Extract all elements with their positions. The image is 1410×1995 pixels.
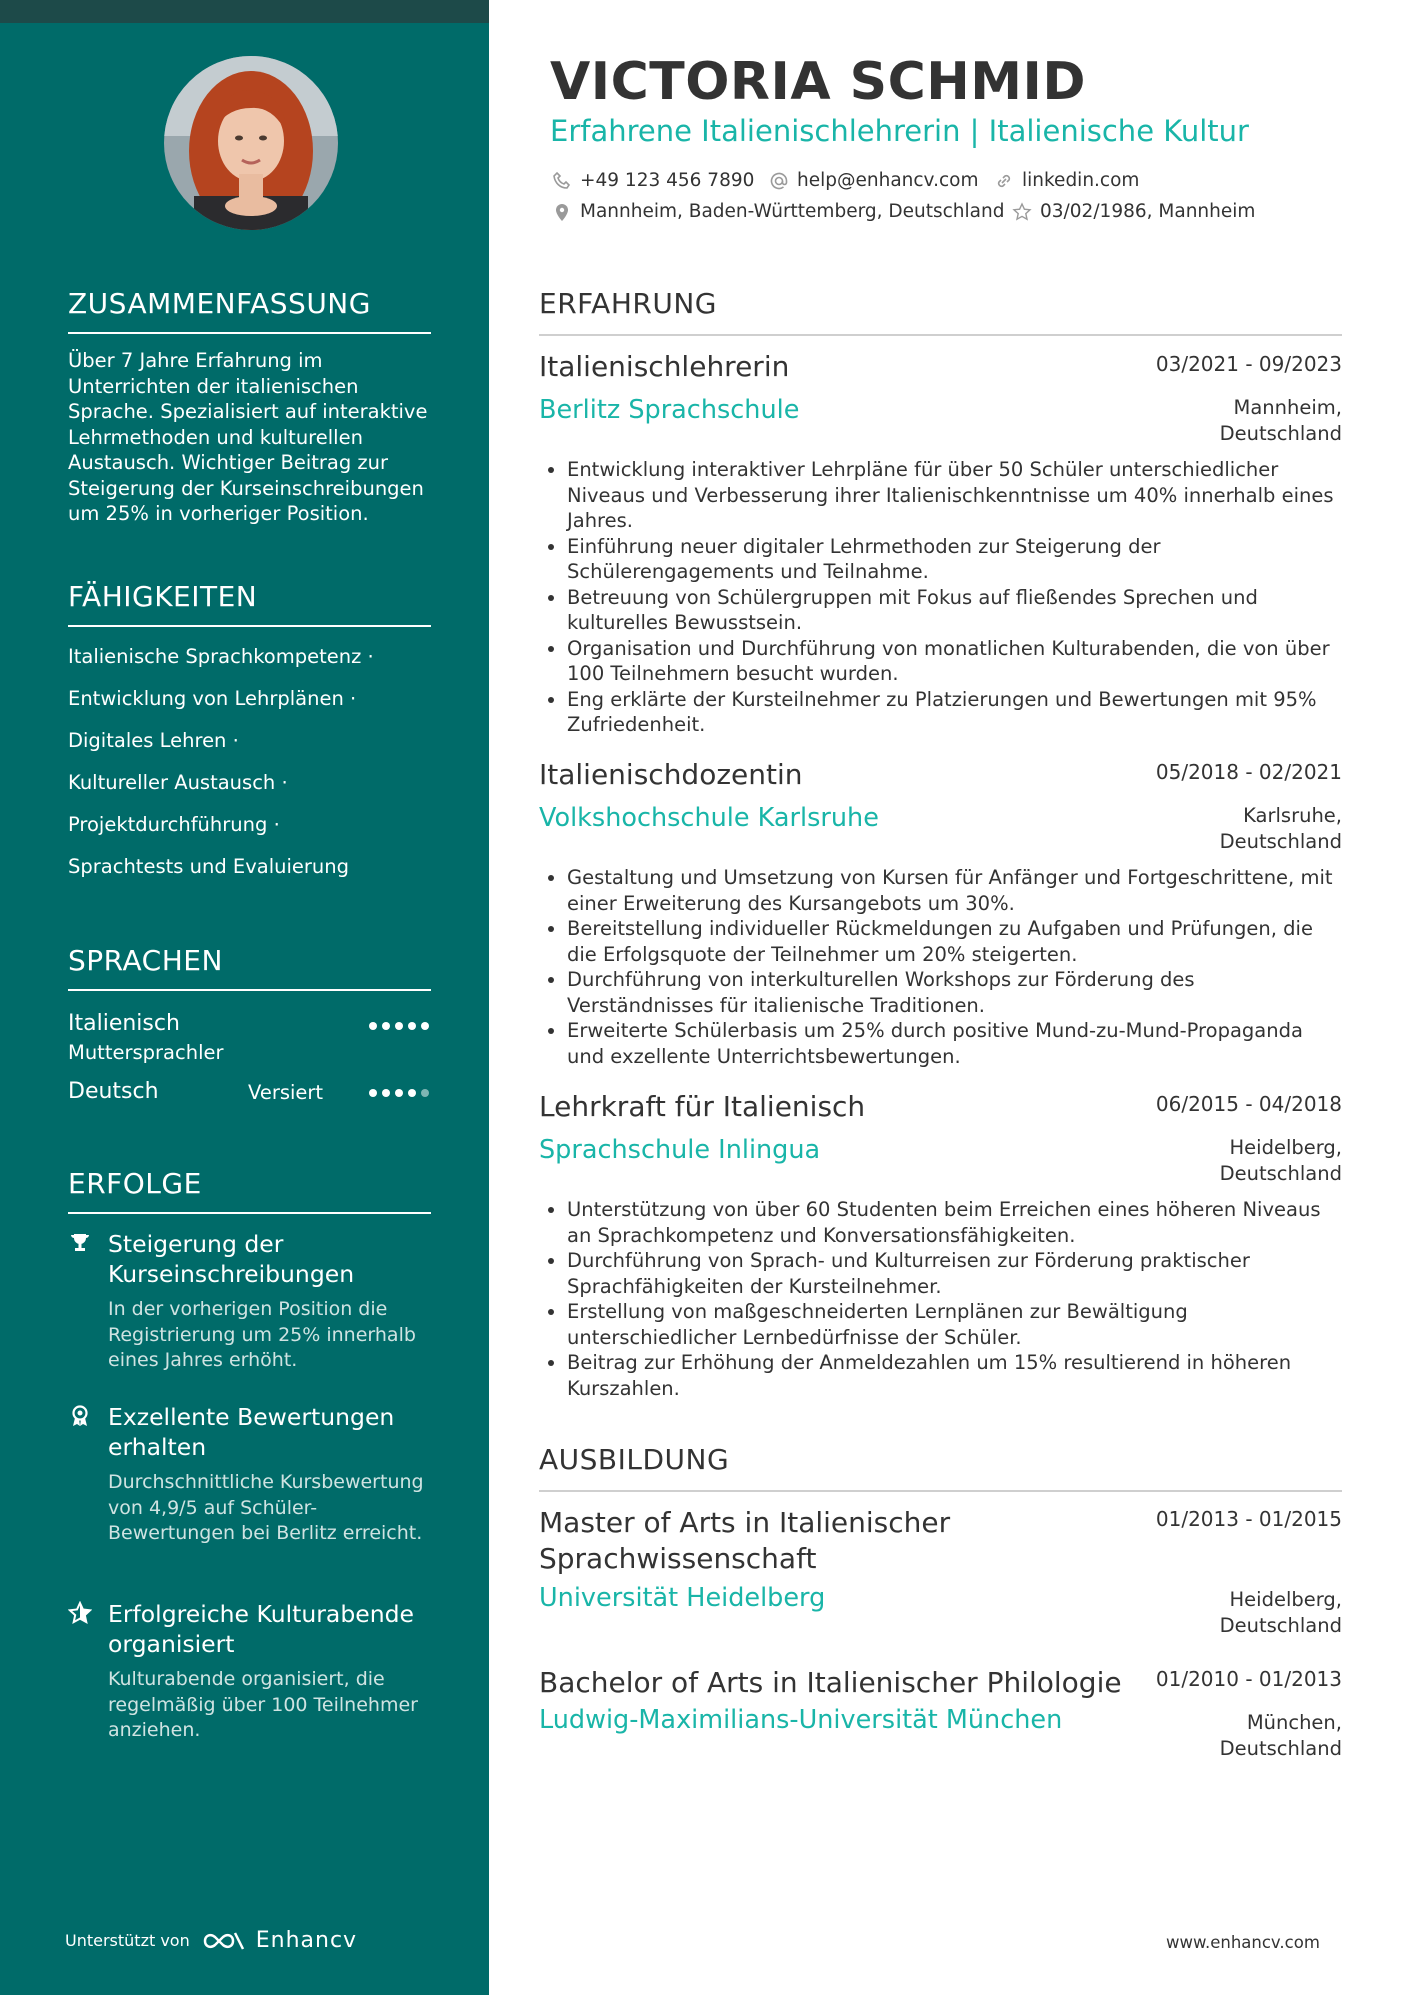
job-bullets (539, 865, 1342, 1069)
job-location-country: Deutschland (1219, 421, 1342, 445)
education-item (539, 1505, 1342, 1637)
languages-section (68, 944, 431, 1139)
summary-heading: ZUSAMMENFASSUNG (68, 287, 431, 334)
job-bullet: • Einführung neuer digitaler Lehrmethoden zur Steigerung der Schülerengagements und Teilnahme. (567, 534, 1342, 585)
achievement-desc: Durchschnittliche Kursbewertung von 4,9/5 auf Schüler-Bewertungen bei Berlitz erreicht. (108, 1471, 424, 1544)
skills-heading: FÄHIGKEITEN (68, 580, 431, 627)
language-rating (369, 1022, 429, 1030)
rating-dot-filled (382, 1089, 390, 1097)
language-level: Muttersprachler (68, 1041, 224, 1064)
summary-text: Über 7 Jahre Erfahrung im Unterrichten der italienischen Sprache. Spezialisiert auf interaktive Lehrmethoden und kulturellen Austausch. Wichtiger Beitrag zur Steigerung der Kurseinschreibungen um 25% in vorheriger Position. (68, 349, 428, 525)
rating-dot-filled (421, 1022, 429, 1030)
edu-location-city: München, (1246, 1711, 1342, 1734)
job-date: 05/2018 - 02/2021 (1155, 760, 1342, 784)
enhancv-logo-icon (202, 1930, 246, 1952)
award-icon (68, 1404, 92, 1428)
job-date: 06/2015 - 04/2018 (1155, 1092, 1342, 1116)
job-title: Lehrkraft für Italienisch (539, 1090, 866, 1123)
language-item (68, 1011, 431, 1071)
job-location-country: Deutschland (1219, 829, 1342, 853)
edu-location (1220, 1587, 1342, 1638)
edu-location-city: Heidelberg, (1229, 1588, 1342, 1611)
job-company: Sprachschule Inlingua (539, 1135, 821, 1165)
skill-item: Kultureller Austausch · (68, 771, 288, 794)
contact-location (552, 201, 1004, 222)
job-bullet: • Durchführung von Sprach- und Kulturreisen zur Förderung praktischer Sprachfähigkeiten der Kursteilnehmer. (567, 1248, 1342, 1299)
rating-dot-filled (395, 1022, 403, 1030)
linkedin-text: linkedin.com (1022, 170, 1140, 191)
trophy-icon (68, 1231, 92, 1255)
achievement-item (68, 1402, 431, 1547)
enhancv-logo[interactable] (202, 1928, 357, 1953)
job-bullet: • Erstellung von maßgeschneiderten Lernplänen zur Bewältigung unterschiedlicher Lernbedürfnisse der Schüler. (567, 1299, 1342, 1350)
contact-email[interactable] (769, 170, 978, 191)
achievement-title: Exzellente Bewertungen erhalten (108, 1403, 395, 1461)
sidebar (0, 0, 489, 1995)
phone-icon (552, 171, 572, 191)
experience-job (539, 1090, 1342, 1401)
footer-url[interactable]: www.enhancv.com (1166, 1933, 1320, 1952)
job-bullet: • Entwicklung interaktiver Lehrpläne für über 50 Schüler unterschiedlicher Niveaus und Verbesserung ihrer Italienischkenntnisse um 40% innerhalb eines Jahres. (567, 457, 1342, 534)
at-icon (769, 171, 789, 191)
edu-location-country: Deutschland (1219, 1613, 1342, 1637)
achievements-heading: ERFOLGE (68, 1167, 431, 1214)
achievement-desc: In der vorherigen Position die Registrierung um 25% innerhalb eines Jahres erhöht. (108, 1298, 416, 1371)
rating-dot-filled (369, 1022, 377, 1030)
contact-phone[interactable] (552, 170, 754, 191)
skills-section (68, 580, 431, 879)
rating-dot-filled (408, 1022, 416, 1030)
job-bullets (539, 457, 1342, 738)
experience-heading: ERFAHRUNG (539, 287, 1342, 336)
powered-by-label: Unterstützt von (65, 1931, 190, 1950)
job-bullet: • Bereitstellung individueller Rückmeldungen zu Aufgaben und Prüfungen, die die Erfolgsquote der Teilnehmer um 20% steigerten. (567, 916, 1342, 967)
job-location (1220, 1135, 1342, 1186)
contact-birth (1012, 201, 1255, 222)
edu-degree: Bachelor of Arts in Italienischer Philologie (539, 1666, 1122, 1699)
job-bullet: • Gestaltung und Umsetzung von Kursen für Anfänger und Fortgeschrittene, mit einer Erweiterung des Kursangebots um 30%. (567, 865, 1342, 916)
edu-date: 01/2010 - 01/2013 (1155, 1667, 1342, 1691)
rating-dot-filled (395, 1089, 403, 1097)
job-location-city: Heidelberg, (1229, 1136, 1342, 1159)
rating-dot-empty (421, 1089, 429, 1097)
edu-location (1220, 1710, 1342, 1761)
skill-item: Digitales Lehren · (68, 729, 239, 752)
language-name: Deutsch (68, 1079, 159, 1104)
job-location (1220, 395, 1342, 446)
edu-school: Ludwig-Maximilians-Universität München (539, 1705, 1063, 1735)
job-bullet: • Beitrag zur Erhöhung der Anmeldezahlen um 15% resultierend in höheren Kurszahlen. (567, 1350, 1342, 1401)
achievement-item (68, 1229, 431, 1374)
candidate-title: Erfahrene Italienischlehrerin | Italienische Kultur (550, 114, 1249, 148)
skill-item: Projektdurchführung · (68, 813, 280, 836)
star-icon (68, 1601, 92, 1625)
rating-dot-filled (369, 1089, 377, 1097)
enhancv-brand: Enhancv (255, 1928, 358, 1953)
location-text: Mannheim, Baden-Württemberg, Deutschland (580, 201, 1005, 222)
sidebar-top-bar (0, 0, 489, 23)
skill-item: Italienische Sprachkompetenz · (68, 645, 374, 668)
edu-location-country: Deutschland (1219, 1736, 1342, 1760)
job-bullet: • Betreuung von Schülergruppen mit Fokus auf fließendes Sprechen und kulturelles Bewusstsein. (567, 585, 1342, 636)
contact-linkedin[interactable] (994, 170, 1139, 191)
skill-item: Sprachtests und Evaluierung (68, 855, 350, 878)
job-bullet: • Eng erklärte der Kursteilnehmer zu Platzierungen und Bewertungen mit 95% Zufriedenheit. (567, 687, 1342, 738)
achievement-title: Erfolgreiche Kulturabende organisiert (108, 1600, 414, 1658)
rating-dot-filled (408, 1089, 416, 1097)
phone-text: +49 123 456 7890 (580, 170, 755, 191)
languages-heading: SPRACHEN (68, 944, 431, 991)
rating-dot-filled (382, 1022, 390, 1030)
job-company: Berlitz Sprachschule (539, 395, 800, 425)
email-text: help@enhancv.com (797, 170, 979, 191)
job-company: Volkshochschule Karlsruhe (539, 803, 879, 833)
job-bullet: • Durchführung von interkulturellen Workshops zur Förderung des Verständnisses für italienische Traditionen. (567, 967, 1342, 1018)
candidate-name: VICTORIA SCHMID (550, 52, 1087, 112)
job-bullet: • Erweiterte Schülerbasis um 25% durch positive Mund-zu-Mund-Propaganda und exzellente Unterrichtsbewertungen. (567, 1018, 1342, 1069)
experience-job (539, 350, 1342, 738)
edu-date: 01/2013 - 01/2015 (1155, 1507, 1342, 1531)
location-pin-icon (552, 202, 572, 222)
profile-photo (164, 56, 338, 230)
job-bullet: • Organisation und Durchführung von monatlichen Kulturabenden, die von über 100 Teilnehmern besucht wurden. (567, 636, 1342, 687)
birth-text: 03/02/1986, Mannheim (1040, 201, 1256, 222)
star-outline-icon (1012, 202, 1032, 222)
achievement-title: Steigerung der Kurseinschreibungen (108, 1230, 355, 1288)
edu-school: Universität Heidelberg (539, 1583, 826, 1613)
job-date: 03/2021 - 09/2023 (1155, 352, 1342, 376)
education-heading: AUSBILDUNG (539, 1443, 1342, 1492)
language-name: Italienisch (68, 1011, 180, 1036)
edu-degree: Master of Arts in Italienischer Sprachwissenschaft (539, 1506, 951, 1575)
job-bullet: • Unterstützung von über 60 Studenten beim Erreichen eines höheren Niveaus an Sprachkompetenz und Konversationsfähigkeiten. (567, 1197, 1342, 1248)
achievement-desc: Kulturabende organisiert, die regelmäßig über 100 Teilnehmer anziehen. (108, 1668, 418, 1741)
education-item (539, 1665, 1342, 1760)
link-icon (994, 171, 1014, 191)
job-title: Italienischlehrerin (539, 350, 790, 383)
job-location-city: Karlsruhe, (1243, 804, 1342, 827)
language-rating (369, 1089, 429, 1097)
achievement-item (68, 1599, 431, 1744)
skill-item: Entwicklung von Lehrplänen · (68, 687, 357, 710)
experience-job (539, 758, 1342, 1069)
achievements-section (68, 1167, 431, 1767)
job-title: Italienischdozentin (539, 758, 803, 791)
summary-section (68, 287, 431, 527)
language-item (68, 1079, 431, 1139)
job-location (1220, 803, 1342, 854)
job-location-city: Mannheim, (1233, 396, 1342, 419)
job-bullets (539, 1197, 1342, 1401)
language-level: Versiert (248, 1081, 324, 1104)
powered-by (65, 1928, 357, 1953)
job-location-country: Deutschland (1219, 1161, 1342, 1185)
